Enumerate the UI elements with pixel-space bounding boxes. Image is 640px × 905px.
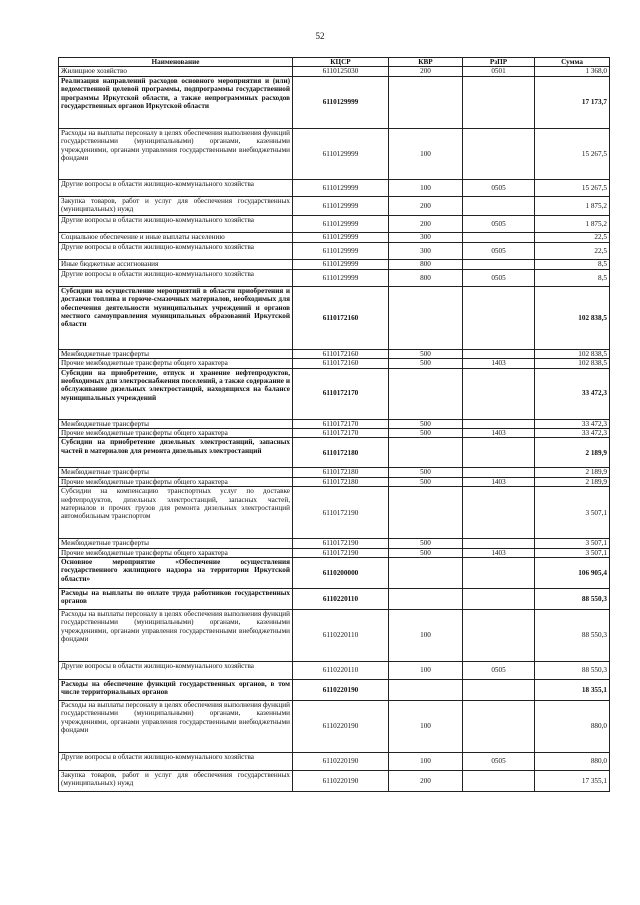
table-header-row — [59, 58, 610, 67]
table-row — [59, 487, 610, 539]
name-cell: Другие вопросы в области жилищно-коммунального хозяйства — [59, 269, 293, 286]
kvr-cell: 200 — [389, 215, 463, 232]
sum-cell: 88 550,3 — [535, 589, 610, 610]
sum-cell: 2 189,9 — [535, 468, 610, 477]
kcsr-cell: 6110129999 — [293, 259, 389, 269]
kcsr-cell: 6110220190 — [293, 701, 389, 753]
name-cell: Расходы на обеспечение функций государственных органов, в том числе территориальных органов — [59, 680, 293, 701]
sum-cell: 22,5 — [535, 242, 610, 259]
table-row — [59, 179, 610, 196]
table-row — [59, 701, 610, 753]
table-row — [59, 349, 610, 358]
table-row — [59, 438, 610, 468]
rzpr-cell — [463, 771, 535, 792]
kcsr-cell: 6110220190 — [293, 771, 389, 792]
kcsr-cell: 6110172190 — [293, 548, 389, 557]
rzpr-cell — [463, 128, 535, 179]
rzpr-cell: 0505 — [463, 215, 535, 232]
kcsr-cell: 6110172170 — [293, 429, 389, 438]
kvr-cell: 800 — [389, 269, 463, 286]
rzpr-cell: 0505 — [463, 242, 535, 259]
name-cell: Межбюджетные трансферты — [59, 349, 293, 358]
rzpr-cell — [463, 259, 535, 269]
rzpr-cell — [463, 487, 535, 539]
name-cell: Закупка товаров, работ и услуг для обеспечения государственных (муниципальных) нужд — [59, 771, 293, 792]
name-cell: Социальное обеспечение и иные выплаты населению — [59, 232, 293, 242]
table-row — [59, 368, 610, 419]
name-cell: Субсидии на осуществление мероприятий в области приобретения и доставки топлива и горюче-смазочных материалов, необходимых для обеспечения деятельности муниципальных учреждений и органов местного самоуправления муниципальных образований Иркутской области — [59, 286, 293, 349]
name-cell: Основное мероприятие «Обеспечение осуществления государственного жилищного надзора на территории Иркутской области» — [59, 558, 293, 589]
kcsr-cell: 6110220190 — [293, 753, 389, 771]
kcsr-cell: 6110129999 — [293, 269, 389, 286]
name-cell: Расходы на выплаты по оплате труда работников государственных органов — [59, 589, 293, 610]
name-cell: Субсидии на приобретение, отпуск и хранение нефтепродуктов, необходимых для электроснабжения поселений, а также содержание и обслуживание дизельных электростанций, находящихся на балансе муниципальных учреждений — [59, 368, 293, 419]
sum-cell: 102 838,5 — [535, 286, 610, 349]
sum-cell: 18 355,1 — [535, 680, 610, 701]
kvr-cell: 500 — [389, 359, 463, 368]
table-row — [59, 771, 610, 792]
table-row — [59, 662, 610, 680]
header-kvr: КВР — [389, 58, 463, 67]
kcsr-cell: 6110129999 — [293, 179, 389, 196]
sum-cell: 17 173,7 — [535, 76, 610, 128]
sum-cell: 1 875,2 — [535, 215, 610, 232]
rzpr-cell — [463, 286, 535, 349]
name-cell: Прочие межбюджетные трансферты общего характера — [59, 359, 293, 368]
sum-cell: 8,5 — [535, 269, 610, 286]
name-cell: Субсидии на компенсацию транспортных услуг по доставке нефтепродуктов, дизельных электростанций, запасных частей, материалов и прочих грузов для ремонта дизельных электростанций автомобильным транспортом — [59, 487, 293, 539]
sum-cell: 3 507,1 — [535, 548, 610, 557]
kcsr-cell: 6110129999 — [293, 215, 389, 232]
sum-cell: 22,5 — [535, 232, 610, 242]
kvr-cell: 500 — [389, 539, 463, 548]
header-rzpr: РзПР — [463, 58, 535, 67]
table-row — [59, 76, 610, 128]
sum-cell: 102 838,5 — [535, 349, 610, 358]
table-row — [59, 242, 610, 259]
table-row — [59, 67, 610, 76]
budget-table — [58, 57, 610, 792]
sum-cell: 880,0 — [535, 701, 610, 753]
rzpr-cell: 1403 — [463, 548, 535, 557]
kvr-cell: 300 — [389, 242, 463, 259]
rzpr-cell: 1403 — [463, 477, 535, 486]
table-row — [59, 259, 610, 269]
kcsr-cell: 6110172180 — [293, 438, 389, 468]
kcsr-cell: 6110129999 — [293, 232, 389, 242]
kvr-cell: 200 — [389, 67, 463, 76]
table-row — [59, 196, 610, 215]
kcsr-cell: 6110172160 — [293, 359, 389, 368]
kcsr-cell: 6110220190 — [293, 680, 389, 701]
kvr-cell: 200 — [389, 196, 463, 215]
name-cell: Другие вопросы в области жилищно-коммунального хозяйства — [59, 215, 293, 232]
rzpr-cell: 1403 — [463, 359, 535, 368]
rzpr-cell — [463, 76, 535, 128]
kvr-cell: 500 — [389, 349, 463, 358]
table-row — [59, 589, 610, 610]
kvr-cell: 100 — [389, 662, 463, 680]
table-row — [59, 286, 610, 349]
kvr-cell: 100 — [389, 610, 463, 662]
sum-cell: 880,0 — [535, 753, 610, 771]
table-row — [59, 128, 610, 179]
header-name: Наименование — [59, 58, 293, 67]
kvr-cell — [389, 438, 463, 468]
table-row — [59, 359, 610, 368]
sum-cell: 88 550,3 — [535, 610, 610, 662]
table-body — [59, 67, 610, 792]
sum-cell: 3 507,1 — [535, 487, 610, 539]
rzpr-cell — [463, 589, 535, 610]
name-cell: Субсидии на приобретение дизельных электростанций, запасных частей в материалов для ремонта дизельных электростанций — [59, 438, 293, 468]
kcsr-cell: 6110172160 — [293, 286, 389, 349]
kvr-cell — [389, 589, 463, 610]
header-kcsr: КЦСР — [293, 58, 389, 67]
kvr-cell — [389, 76, 463, 128]
kcsr-cell: 6110129999 — [293, 242, 389, 259]
sum-cell: 88 550,3 — [535, 662, 610, 680]
kcsr-cell: 6110220110 — [293, 610, 389, 662]
rzpr-cell — [463, 232, 535, 242]
name-cell: Прочие межбюджетные трансферты общего характера — [59, 477, 293, 486]
sum-cell: 8,5 — [535, 259, 610, 269]
kvr-cell: 500 — [389, 477, 463, 486]
table-row — [59, 610, 610, 662]
rzpr-cell — [463, 539, 535, 548]
table-row — [59, 477, 610, 486]
name-cell: Другие вопросы в области жилищно-коммунального хозяйства — [59, 242, 293, 259]
kvr-cell: 300 — [389, 232, 463, 242]
kcsr-cell: 6110172170 — [293, 368, 389, 419]
kvr-cell: 100 — [389, 128, 463, 179]
table-row — [59, 539, 610, 548]
kvr-cell — [389, 558, 463, 589]
rzpr-cell — [463, 196, 535, 215]
sum-cell: 33 472,3 — [535, 368, 610, 419]
sum-cell: 1 368,0 — [535, 67, 610, 76]
kcsr-cell: 6110172190 — [293, 487, 389, 539]
kcsr-cell: 6110129999 — [293, 196, 389, 215]
name-cell: Межбюджетные трансферты — [59, 419, 293, 428]
name-cell: Другие вопросы в области жилищно-коммунального хозяйства — [59, 662, 293, 680]
sum-cell: 3 507,1 — [535, 539, 610, 548]
name-cell: Другие вопросы в области жилищно-коммунального хозяйства — [59, 753, 293, 771]
rzpr-cell: 0505 — [463, 179, 535, 196]
kcsr-cell: 6110129999 — [293, 76, 389, 128]
table-row — [59, 680, 610, 701]
kcsr-cell: 6110220110 — [293, 589, 389, 610]
kcsr-cell: 6110220110 — [293, 662, 389, 680]
name-cell: Прочие межбюджетные трансферты общего характера — [59, 548, 293, 557]
table-row — [59, 215, 610, 232]
sum-cell: 2 189,9 — [535, 438, 610, 468]
rzpr-cell — [463, 419, 535, 428]
name-cell: Расходы на выплаты персоналу в целях обеспечения выполнения функций государственными (муниципальными) органами, казенными учреждениями, органами управления государственными внебюджетными фондами — [59, 128, 293, 179]
name-cell: Другие вопросы в области жилищно-коммунального хозяйства — [59, 179, 293, 196]
name-cell: Межбюджетные трансферты — [59, 539, 293, 548]
table-row — [59, 753, 610, 771]
sum-cell: 2 189,9 — [535, 477, 610, 486]
kvr-cell — [389, 680, 463, 701]
sum-cell: 1 875,2 — [535, 196, 610, 215]
sum-cell: 106 905,4 — [535, 558, 610, 589]
kvr-cell — [389, 368, 463, 419]
rzpr-cell — [463, 349, 535, 358]
table-row — [59, 419, 610, 428]
kvr-cell: 500 — [389, 548, 463, 557]
kvr-cell: 200 — [389, 771, 463, 792]
kcsr-cell: 6110172170 — [293, 419, 389, 428]
kvr-cell: 800 — [389, 259, 463, 269]
kcsr-cell: 6110125030 — [293, 67, 389, 76]
rzpr-cell — [463, 610, 535, 662]
name-cell: Реализация направлений расходов основного мероприятия и (или) ведомственной целевой программы, подпрограммы государственной программы Иркутской области, а также непрограммных расходов государственных органов Иркутской области — [59, 76, 293, 128]
page-number: 52 — [315, 31, 325, 41]
rzpr-cell: 0501 — [463, 67, 535, 76]
kcsr-cell: 6110172160 — [293, 349, 389, 358]
kvr-cell — [389, 286, 463, 349]
table-row — [59, 468, 610, 477]
name-cell: Прочие межбюджетные трансферты общего характера — [59, 429, 293, 438]
rzpr-cell: 0505 — [463, 269, 535, 286]
table-row — [59, 558, 610, 589]
sum-cell: 15 267,5 — [535, 179, 610, 196]
table-row — [59, 429, 610, 438]
rzpr-cell — [463, 558, 535, 589]
rzpr-cell — [463, 438, 535, 468]
header-sum: Сумма — [535, 58, 610, 67]
rzpr-cell: 1403 — [463, 429, 535, 438]
kvr-cell: 100 — [389, 179, 463, 196]
kvr-cell: 100 — [389, 753, 463, 771]
kvr-cell: 100 — [389, 701, 463, 753]
table-row — [59, 232, 610, 242]
kcsr-cell: 6110172180 — [293, 468, 389, 477]
name-cell: Расходы на выплаты персоналу в целях обеспечения выполнения функций государственными (муниципальными) органами, казенными учреждениями, органами управления государственными внебюджетными фондами — [59, 610, 293, 662]
table-row — [59, 548, 610, 557]
rzpr-cell: 0505 — [463, 662, 535, 680]
kcsr-cell: 6110200000 — [293, 558, 389, 589]
name-cell: Иные бюджетные ассигнования — [59, 259, 293, 269]
rzpr-cell — [463, 701, 535, 753]
sum-cell: 33 472,3 — [535, 419, 610, 428]
name-cell: Расходы на выплаты персоналу в целях обеспечения выполнения функций государственными (муниципальными) органами, казенными учреждениями, органами управления государственными внебюджетными фондами — [59, 701, 293, 753]
rzpr-cell: 0505 — [463, 753, 535, 771]
kvr-cell: 500 — [389, 419, 463, 428]
name-cell: Закупка товаров, работ и услуг для обеспечения государственных (муниципальных) нужд — [59, 196, 293, 215]
name-cell: Жилищное хозяйство — [59, 67, 293, 76]
kvr-cell: 500 — [389, 429, 463, 438]
sum-cell: 33 472,3 — [535, 429, 610, 438]
rzpr-cell — [463, 468, 535, 477]
name-cell: Межбюджетные трансферты — [59, 468, 293, 477]
kcsr-cell: 6110172190 — [293, 539, 389, 548]
sum-cell: 15 267,5 — [535, 128, 610, 179]
kvr-cell: 500 — [389, 468, 463, 477]
table-row — [59, 269, 610, 286]
kcsr-cell: 6110129999 — [293, 128, 389, 179]
sum-cell: 17 355,1 — [535, 771, 610, 792]
rzpr-cell — [463, 680, 535, 701]
sum-cell: 102 838,5 — [535, 359, 610, 368]
kcsr-cell: 6110172180 — [293, 477, 389, 486]
kvr-cell — [389, 487, 463, 539]
rzpr-cell — [463, 368, 535, 419]
